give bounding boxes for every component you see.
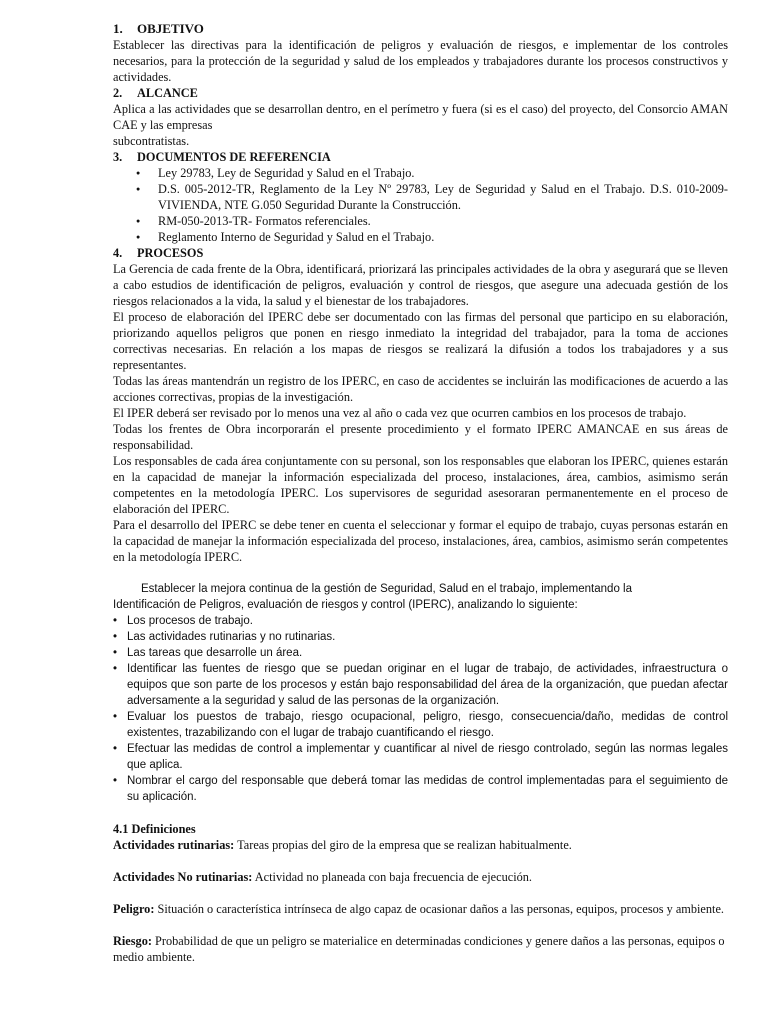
procesos-paragraph: Todas las áreas mantendrán un registro de los IPERC, en caso de accidentes se incluirán las modificaciones de acuerdo a las acciones correctivas, propias de la investigación. [113,374,728,404]
alcance-text: Aplica a las actividades que se desarrollan dentro, en el perímetro y fuera (si es el caso) del proyecto, del Consorcio AMAN CAE y las empresas [113,102,728,132]
list-item-text: Las tareas que desarrolle un área. [127,647,303,659]
mejora-line: Identificación de Peligros, evaluación de riesgos y control (IPERC), analizando lo siguiente: [113,599,578,611]
section-title: ALCANCE [137,86,198,100]
list-item: ● D.S. 005-2012-TR, Reglamento de la Ley Nº 29783, Ley de Seguridad y Salud en el Trabajo. D.S. 010-2009-VIVIENDA, NTE G.050 Seguridad Durante la Construcción. [136,181,728,213]
objetivo-text: Establecer las directivas para la identificación de peligros y evaluación de riesgos, e implementar de los controles necesarios, para la protección de la seguridad y salud de los empleados y trabajadores durante los procesos constructivos y actividades. [113,38,728,84]
spacer [113,885,728,901]
definition-term: Riesgo: [113,934,152,948]
list-item [113,709,728,741]
section-number: 3. [113,150,123,164]
definitions-heading: 4.1 Definiciones [113,822,196,836]
definition-term: Actividades No rutinarias: [113,870,253,884]
spacer [113,917,728,933]
procesos-paragraph: Todas los frentes de Obra incorporarán el presente procedimiento y el formato IPERC AMANCAE en sus áreas de responsabilidad. [113,422,728,452]
section-heading-procesos [113,245,728,261]
list-item-text: Efectuar las medidas de control a implementar y cuantificar al nivel de riesgo controlado, según las normas legales que aplica. [127,743,728,771]
definition-text: Situación o característica intrínseca de algo capaz de ocasionar daños a las personas, equipos, procesos y ambiente. [154,902,724,916]
list-item [113,661,728,709]
spacer [113,565,728,581]
definition-term: Peligro: [113,902,155,916]
procesos-paragraph: La Gerencia de cada frente de la Obra, identificará, priorizará las principales actividades de la obra y asegurará que se lleven a cabo estudios de identificación de peligros, evaluación y control de riesgos, que asegure una adecuada gestión de los riesgos relacionados a la vida, la salud y el bienestar de los trabajadores. [113,262,728,308]
list-item-text: Nombrar el cargo del responsable que deberá tomar las medidas de control implementadas para el seguimiento de su aplicación. [127,775,728,803]
section-title: DOCUMENTOS DE REFERENCIA [137,150,331,164]
section-title: PROCESOS [137,246,204,260]
section-title: OBJETIVO [137,21,204,36]
mejora-line: Establecer la mejora continua de la gestión de Seguridad, Salud en el trabajo, implementando la [141,583,632,595]
bullet-icon: • [113,663,118,675]
definition-text: Probabilidad de que un peligro se materialice en determinadas condiciones y genere daños a las personas, equipos o medio ambiente. [113,934,725,964]
definition-item [113,933,728,965]
list-item [113,629,728,645]
reference-list [113,165,728,245]
list-item-text: Identificar las fuentes de riesgo que se puedan originar en el lugar de trabajo, de actividades, infraestructura o equipos que son parte de los procesos y están bajo responsabilidad del área de la organización, que puedan afectar adversamente a la seguridad y salud de las personas de la organización. [127,663,728,707]
list-item [113,645,728,661]
list-item: ● RM-050-2013-TR- Formatos referenciales. [136,213,728,229]
list-item [113,741,728,773]
bullet-icon: • [113,615,118,627]
bullet-icon: • [113,743,118,755]
definition-text: Tareas propias del giro de la empresa que se realizan habitualmente. [234,838,572,852]
spacer [113,805,728,821]
list-item-text: Los procesos de trabajo. [127,615,253,627]
definition-item [113,901,728,917]
procesos-paragraph: Los responsables de cada área conjuntamente con su personal, son los responsables que elaboran los IPERC, quienes estarán en la capacidad de manejar la información especializada del proceso, instalaciones, área, cambios, asimismo serán competentes en la metodología IPERC. Los supervisores de seguridad asesoraran permanentemente en el proceso de elaboración del IPERC. [113,454,728,516]
section-number: 1. [113,21,123,36]
list-item-text: Evaluar los puestos de trabajo, riesgo ocupacional, peligro, riesgo, consecuencia/daño, medidas de control existentes, trazabilizando con el lugar de trabajo cuantificando el riesgo. [127,711,728,739]
section-heading-documentos [113,149,728,165]
alcance-text-2: subcontratistas. [113,134,190,148]
section-number: 2. [113,86,123,100]
list-item [113,613,728,629]
bullet-icon: • [113,775,118,787]
bullet-icon: • [113,631,118,643]
section-heading-alcance [113,85,728,101]
list-item-text: Las actividades rutinarias y no rutinarias. [127,631,336,643]
procesos-paragraph: El IPER deberá ser revisado por lo menos una vez al año o cada vez que ocurren cambios en los procesos de trabajo. [113,406,687,420]
definition-text: Actividad no planeada con baja frecuencia de ejecución. [252,870,532,884]
procesos-paragraph: El proceso de elaboración del IPERC debe ser documentado con las firmas del personal que participo en su elaboración, priorizando aquellos peligros que ponen en riesgo inmediato la integridad del trabajador, para la toma de acciones correctivas necesarias. En relación a los mapas de riesgos se realizará la difusión a todos los trabajadores y a sus representantes. [113,310,728,372]
mejora-block [113,581,728,805]
spacer [113,853,728,869]
procesos-paragraph: Para el desarrollo del IPERC se debe tener en cuenta el seleccionar y formar el equipo de trabajo, cuyas personas estarán en la capacidad de manejar la información especializada del proceso, instalaciones, área, cambios, asimismo serán competentes en la metodología IPERC. [113,518,728,564]
list-item: ● Reglamento Interno de Seguridad y Salud en el Trabajo. [136,229,728,245]
list-item [113,773,728,805]
section-heading-objetivo [113,21,728,37]
document-page [113,21,728,965]
section-number: 4. [113,246,123,260]
definition-item [113,837,728,853]
bullet-icon: • [113,647,118,659]
definition-item [113,869,728,885]
list-item: ● Ley 29783, Ley de Seguridad y Salud en el Trabajo. [136,165,728,181]
bullet-icon: • [113,711,118,723]
definition-term: Actividades rutinarias: [113,838,235,852]
